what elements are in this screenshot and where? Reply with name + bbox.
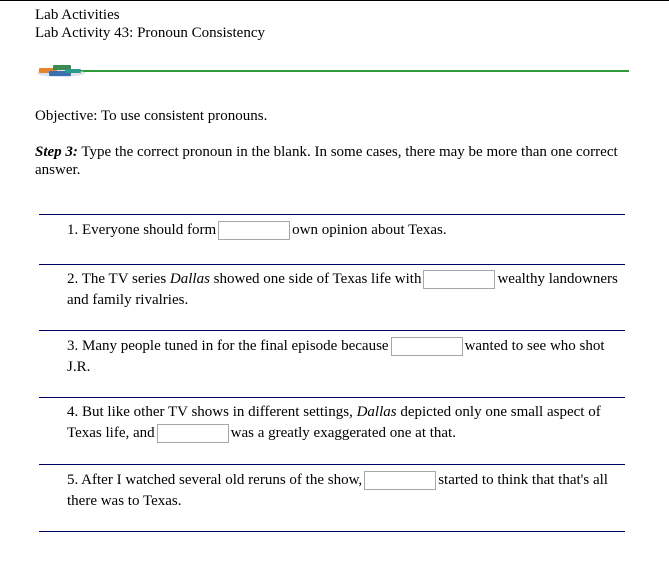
- question-1: 1. Everyone should form own opinion about Texas.: [67, 220, 627, 241]
- step-text: Type the correct pronoun in the blank. In some cases, there may be more than one correct answer.: [35, 144, 618, 178]
- divider: [39, 531, 625, 532]
- step-label: Step 3:: [35, 144, 78, 160]
- answer-input-5[interactable]: [364, 471, 436, 490]
- divider: [39, 397, 625, 398]
- divider: [39, 330, 625, 331]
- page-title: Lab Activity 43: Pronoun Consistency: [35, 25, 265, 41]
- page-header: [35, 6, 265, 42]
- instructions: [35, 143, 625, 179]
- objective-text: Objective: To use consistent pronouns.: [35, 108, 268, 124]
- answer-input-2[interactable]: [423, 270, 495, 289]
- question-4: 4. But like other TV shows in different settings, Dallas depicted only one small aspect of Texas life, and was a greatly exaggerated one at that.: [67, 402, 627, 444]
- question-3: 3. Many people tuned in for the final episode because wanted to see who shot J.R.: [67, 338, 605, 375]
- banner-rule: [65, 70, 629, 72]
- divider: [39, 214, 625, 215]
- breadcrumb: Lab Activities: [35, 7, 120, 23]
- banner: [35, 62, 629, 86]
- divider: [39, 264, 625, 265]
- answer-input-4[interactable]: [157, 424, 229, 443]
- divider: [39, 464, 625, 465]
- top-border: [0, 0, 669, 1]
- books-logo-icon: [35, 62, 87, 82]
- question-5: 5. After I watched several old reruns of the show, started to think that that's all there was to Texas.: [67, 472, 608, 509]
- answer-input-1[interactable]: [218, 221, 290, 240]
- answer-input-3[interactable]: [391, 337, 463, 356]
- question-2: 2. The TV series Dallas showed one side of Texas life with wealthy landowners and family rivalries.: [67, 271, 618, 308]
